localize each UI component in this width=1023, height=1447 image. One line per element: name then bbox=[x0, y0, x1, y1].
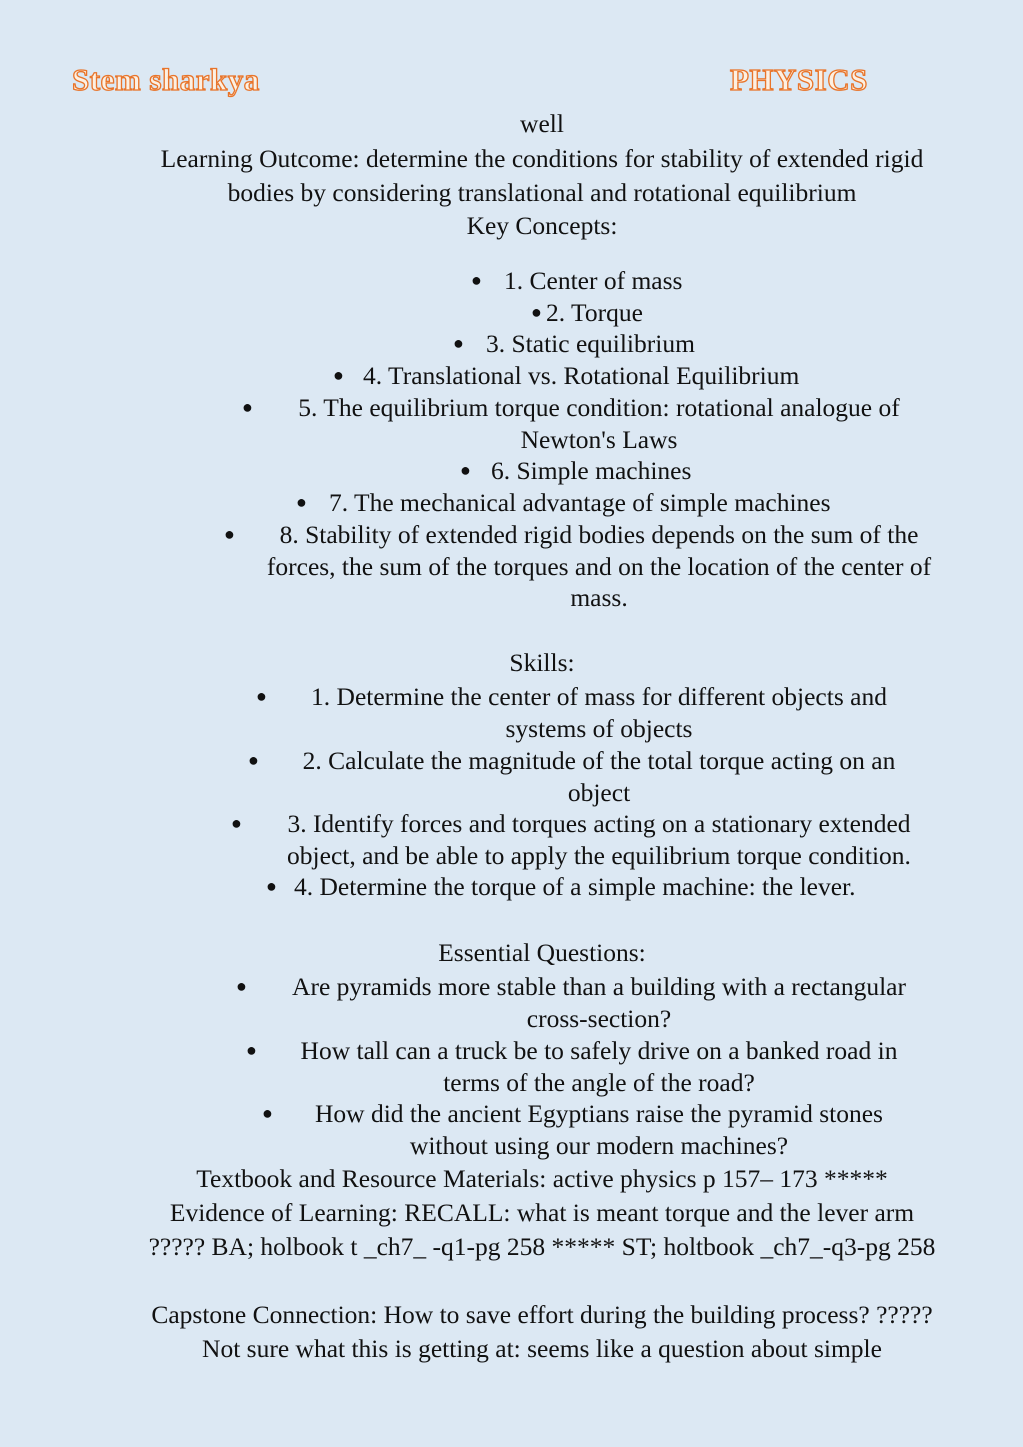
key-concept-item: 2. Torque bbox=[546, 298, 643, 327]
essential-questions-heading: Essential Questions: bbox=[438, 938, 646, 967]
capstone-connection: Capstone Connection: How to save effort during the building process? ?????Not sure what this is getting at: seems like a question about simple bbox=[151, 1300, 933, 1363]
key-concept-item: 8. Stability of extended rigid bodies depends on the sum of the forces, the sum of the torques and on the location of the center of mass. bbox=[266, 520, 932, 613]
bullet-icon: ● bbox=[471, 270, 482, 290]
learning-outcome: Learning Outcome: determine the conditions for stability of extended rigid bodies by considering translational and rotational equilibrium bbox=[160, 144, 924, 207]
essential-question-item: How did the ancient Egyptians raise the pyramid stones without using our modern machines? bbox=[315, 1099, 883, 1160]
skills-heading: Skills: bbox=[509, 648, 575, 677]
essential-question-item: Are pyramids more stable than a building with a rectangular cross-section? bbox=[292, 972, 906, 1033]
fragment-text: well bbox=[520, 109, 564, 138]
subject-title: PHYSICS bbox=[730, 62, 868, 97]
bullet-icon: ● bbox=[266, 876, 277, 896]
essential-question-item: How tall can a truck be to safely drive on a banked road in terms of the angle of the road? bbox=[300, 1036, 898, 1097]
bullet-icon: ● bbox=[453, 333, 464, 353]
evidence-of-learning: Evidence of Learning: RECALL: what is meant torque and the lever arm ????? BA; holbook t _ch7_ -q1-pg 258 ***** ST; holtbook _ch7_-q3-pg 258 bbox=[148, 1198, 936, 1261]
bullet-icon: ● bbox=[248, 750, 259, 770]
key-concepts-heading: Key Concepts: bbox=[466, 211, 618, 240]
key-concept-item: 5. The equilibrium torque condition: rotational analogue of Newton's Laws bbox=[298, 393, 900, 454]
textbook-resources: Textbook and Resource Materials: active physics p 157– 173 ***** bbox=[196, 1164, 888, 1193]
bullet-icon: ● bbox=[256, 686, 267, 706]
key-concept-item: 6. Simple machines bbox=[491, 456, 692, 485]
bullet-icon: ● bbox=[333, 365, 344, 385]
bullet-icon: ● bbox=[262, 1103, 273, 1123]
skill-item: 4. Determine the torque of a simple machine: the lever. bbox=[294, 872, 856, 901]
key-concept-item: 3. Static equilibrium bbox=[486, 329, 695, 358]
bullet-icon: ● bbox=[242, 397, 253, 417]
key-concept-item: 4. Translational vs. Rotational Equilibrium bbox=[363, 361, 800, 390]
skill-item: 2. Calculate the magnitude of the total torque acting on an object bbox=[302, 746, 896, 807]
bullet-icon: ● bbox=[296, 492, 307, 512]
bullet-icon: ● bbox=[460, 460, 471, 480]
bullet-icon: ● bbox=[531, 302, 542, 322]
bullet-icon: ● bbox=[224, 524, 235, 544]
brand-logo-text: Stem sharkya bbox=[72, 62, 260, 97]
bullet-icon: ● bbox=[231, 813, 242, 833]
key-concept-item: 1. Center of mass bbox=[504, 266, 683, 295]
key-concept-item: 7. The mechanical advantage of simple machines bbox=[329, 488, 831, 517]
bullet-icon: ● bbox=[246, 1040, 257, 1060]
skill-item: 1. Determine the center of mass for different objects and systems of objects bbox=[311, 682, 887, 743]
bullet-icon: ● bbox=[236, 976, 247, 996]
skill-item: 3. Identify forces and torques acting on a stationary extended object, and be able to apply the equilibrium torque condition. bbox=[287, 809, 911, 870]
